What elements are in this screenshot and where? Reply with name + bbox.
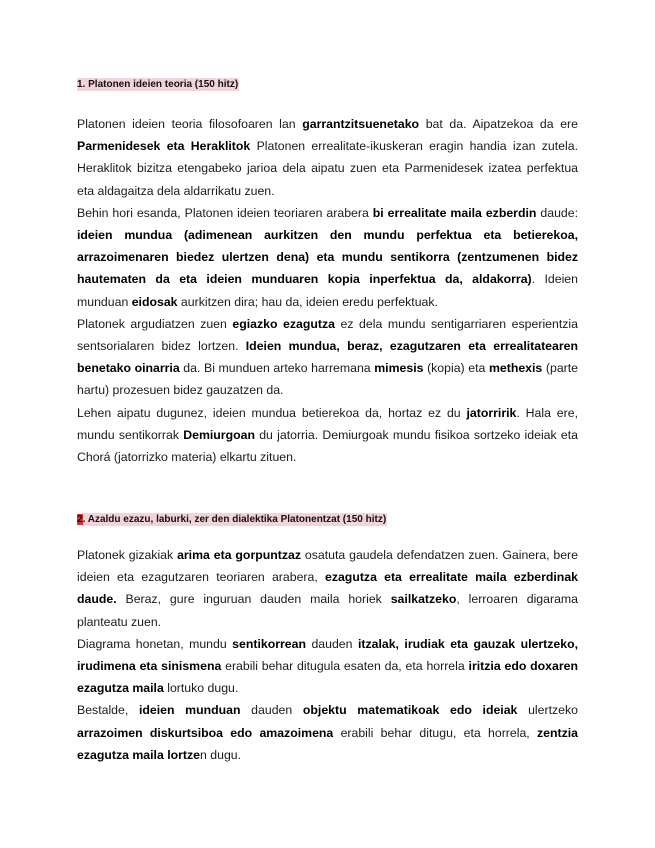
text-run: , lerroaren digarama planteatu zuen. bbox=[77, 592, 578, 629]
text-run: n dugu. bbox=[200, 747, 242, 762]
text-run: Beraz, gure inguruan dauden maila horiek bbox=[116, 592, 391, 607]
bold-text: arima eta gorpuntzaz bbox=[177, 548, 301, 562]
paragraph bbox=[77, 544, 578, 633]
text-run: Bestalde, bbox=[77, 703, 139, 718]
text-run: (parte hartu) prozesuen bidez gauzatzen da. bbox=[77, 361, 579, 398]
section-2-heading bbox=[77, 513, 387, 526]
bold-text: iritzia edo doxaren ezagutza maila bbox=[77, 659, 578, 696]
text-run: erabili behar ditugula esaten da, eta horrela bbox=[221, 659, 469, 674]
text-run: Diagrama honetan, mundu bbox=[77, 636, 233, 651]
bold-text: mimesis bbox=[374, 361, 424, 376]
text-run: Behin hori esanda, Platonen ideien teoriaren arabera bbox=[77, 205, 373, 220]
bold-text: ezagutza eta errealitate maila ezberdinak daude. bbox=[77, 570, 578, 607]
section-2-body bbox=[77, 544, 578, 766]
section-1-heading bbox=[77, 78, 239, 91]
text-run: daude: bbox=[536, 205, 579, 220]
section-2-number: 2 bbox=[77, 514, 83, 525]
bold-text: Demiurgoan bbox=[183, 427, 255, 442]
text-run: osatuta gaudela defendatzen zuen. Gainera, bere ideien eta ezagutzaren teoriaren arabera, bbox=[77, 548, 578, 585]
paragraph bbox=[77, 633, 578, 700]
text-run: da. Bi munduen arteko harremana bbox=[179, 361, 375, 376]
paragraph bbox=[77, 699, 578, 766]
text-run: Platonen errealitate-ikuskeran eragin handia izan zutela. Heraklitok bizitza etengabeko jarioa dela aipatu zuen eta Parmenidesek izatea perfektua eta aldagaitza dela aldarrikatu zuen. bbox=[77, 139, 578, 198]
paragraph bbox=[77, 313, 578, 402]
text-run: . Hala ere, mundu sentikorrak bbox=[77, 405, 578, 442]
text-run: dauden bbox=[240, 703, 303, 718]
text-run: lortuko dugu. bbox=[163, 681, 239, 696]
paragraph bbox=[77, 402, 578, 469]
bold-text: garrantzitsuenetako bbox=[302, 117, 420, 131]
bold-text: Ideien mundua, beraz, ezagutzaren eta errealitatearen benetako oinarria bbox=[77, 339, 578, 376]
bold-text: Parmenidesek eta Heraklitok bbox=[77, 139, 251, 154]
bold-text: arrazoimen diskurtsiboa edo amazoimena bbox=[77, 725, 334, 740]
bold-text: bi errealitate maila ezberdin bbox=[372, 205, 537, 220]
section-1-body bbox=[77, 113, 578, 468]
bold-text: ideien mundua (adimenean aurkitzen den mundu perfektua eta betierekoa, arrazoimenaren biedez ulertzen dena) eta mundu sentikorra (zentzumenen bidez hautematen da eta ideien munduaren kopia inperfektua da, aldakorra) bbox=[77, 228, 578, 287]
text-run: ez dela mundu sentigarriaren esperientzia sentsorialaren bidez lortzen. bbox=[77, 316, 578, 354]
bold-text: methexis bbox=[488, 361, 543, 376]
bold-text: egiazko ezagutza bbox=[232, 316, 335, 331]
text-run: bat da. Aipatzekoa da ere bbox=[419, 117, 578, 131]
paragraph bbox=[77, 113, 578, 202]
text-run: Platonek gizakiak bbox=[77, 548, 178, 562]
bold-text: sentikorrean bbox=[232, 636, 306, 651]
paragraph bbox=[77, 202, 578, 313]
bold-text: itzalak, irudiak eta gauzak ulertzeko, irudimena eta sinismena bbox=[77, 636, 578, 674]
bold-text: jatorririk bbox=[466, 405, 517, 420]
bold-text: eidosak bbox=[131, 294, 178, 309]
text-run: du jatorria. Demiurgoak mundu fisikoa sortzeko ideiak eta Chorá (jatorrizko materia) elkartu zituen. bbox=[77, 427, 578, 465]
section-2-title: . Azaldu ezazu, laburki, zer den dialektika Platonentzat (150 hitz) bbox=[82, 514, 387, 525]
section-1-title: 1. Platonen ideien teoria (150 hitz) bbox=[77, 79, 239, 90]
text-run: . Ideien munduan bbox=[77, 272, 578, 309]
text-run: dauden bbox=[305, 636, 358, 651]
text-run: aurkitzen dira; hau da, ideien eredu perfektuak. bbox=[177, 294, 438, 309]
bold-text: ideien munduan bbox=[138, 703, 241, 718]
text-run: ulertzeko bbox=[517, 703, 578, 718]
bold-text: zentzia ezagutza maila lortze bbox=[77, 725, 578, 762]
text-run: (kopia) eta bbox=[423, 361, 489, 376]
bold-text: objektu matematikoak edo ideiak bbox=[302, 703, 518, 718]
text-run: Lehen aipatu dugunez, ideien mundua betierekoa da, hortaz ez du bbox=[77, 405, 467, 420]
text-run: Platonen ideien teoria filosofoaren lan bbox=[77, 117, 303, 131]
text-run: erabili behar ditugu, eta horrela, bbox=[333, 725, 537, 740]
bold-text: sailkatzeko bbox=[390, 592, 457, 607]
text-run: Platonek argudiatzen zuen bbox=[77, 316, 233, 331]
